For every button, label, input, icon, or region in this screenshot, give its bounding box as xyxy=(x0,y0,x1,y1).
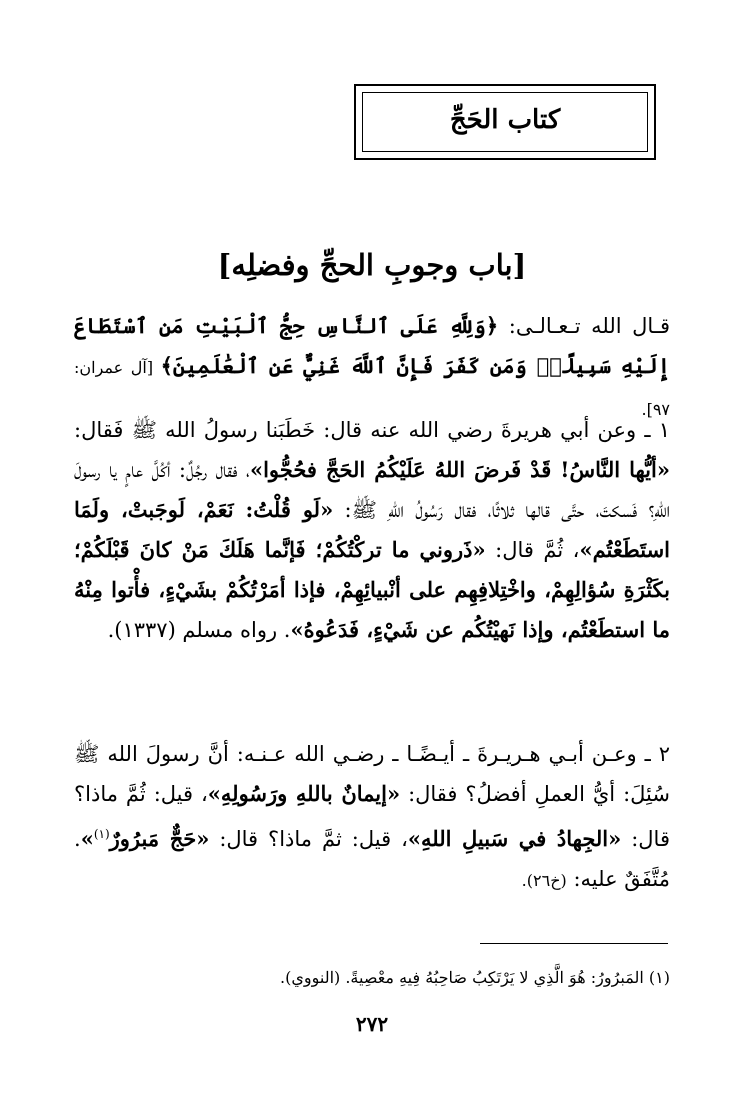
footnote-marker: (١) xyxy=(93,827,110,841)
hadith-1-mid: ، فقال رجُلٌ: أكُلَّ عامٍ يا رسولَ اللهِ؟ فَسكتَ، حتَّى قالها ثلاثًا، فقال رَسُولُ اللهِ ﷺ: xyxy=(74,458,670,522)
hadith-2-quote-1: «إيمانٌ باللهِ ورَسُولِهِ» xyxy=(207,781,401,806)
hadith-2-quote-2: «الجِهادُ في سَبيلِ اللهِ» xyxy=(407,826,622,851)
hadith-2 xyxy=(74,734,670,901)
hadith-2-mid-2: ، قيل: ثمَّ ماذا؟ قال: xyxy=(209,827,408,851)
footnote-divider xyxy=(480,943,668,944)
hadith-1 xyxy=(74,410,670,650)
hadith-2-ending: . مُتَّفَقٌ عليه: xyxy=(74,827,670,891)
hadith-2-intro: ٢ ـ وعـن أبـي هـريـرةَ ـ أيـضًـا ـ رضـي الله عـنـه: أنَّ رسولَ الله ﷺ سُئِلَ: أيُّ العملِ أفضلُ؟ فقال: xyxy=(74,742,670,806)
hadith-1-intro: ١ ـ وعن أبي هريرةَ رضي الله عنه قال: خَطَبَنا رسولُ الله ﷺ فَقال: xyxy=(74,418,670,442)
book-title-box xyxy=(354,84,656,160)
hadith-2-quote-3-end: » xyxy=(80,826,94,851)
verse-reference: [آل عمران: ٩٧]. xyxy=(74,358,670,419)
hadith-2-quote-3: «حَجٌّ مَبرُورٌ xyxy=(109,826,210,851)
page-number: ٢٧٢ xyxy=(355,1012,389,1036)
hadith-1-quote-1: «أيُّها النَّاسُ! قَدْ فَرضَ اللهُ عَلَيْكُمُ الحَجَّ فحُجُّوا» xyxy=(249,457,670,482)
hadith-2-reference: (خ٢٦). xyxy=(521,871,567,890)
book-title-box-inner xyxy=(362,92,648,152)
hadith-2-mid-1: ، قيل: ثُمَّ ماذا؟ قال: xyxy=(74,782,670,851)
quran-verse: ﴿وَلِلَّهِ عَلَى ٱلنَّاسِ حِجُّ ٱلْبَيْتِ مَنِ ٱسْتَطَاعَ إِلَيْهِ سَبِيلًاۚ وَمَن كَفَرَ فَإِنَّ ٱللَّهَ غَنِيٌّ عَنِ ٱلْعَٰلَمِينَ﴾ xyxy=(74,313,670,378)
footnote: (١) المَبرُورُ: هُوَ الَّذِي لا يَرْتَكِبُ صَاحِبُهُ فِيهِ معْصِيةً. (النووي). xyxy=(280,968,670,987)
intro-lead: قـال الله تـعـالـى: xyxy=(498,314,671,338)
hadith-1-ending: . رواه مسلم (١٣٣٧). xyxy=(107,618,291,642)
hadith-1-quote-2: «لَو قُلْتُ: نَعَمْ، لَوجَبتْ، ولَمَا استَطَعْتُم» xyxy=(74,497,670,562)
book-title: كتاب الحَجِّ xyxy=(449,105,561,135)
hadith-1-quote-3: «ذَروني ما تركْتُكُمْ؛ فَإنَّما هَلَكَ مَنْ كانَ قَبْلَكُمْ؛ بكَثْرَةِ سُؤالِهِمْ، واخْتِلافِهِم على أنْبيائِهِمْ، فإذا أمَرْتُكُمْ بشَيْءٍ، فأْتوا مِنْهُ ما استطَعْتُم، وإذا نَهيْتُكُم عن شَيْءٍ، فَدَعُوهُ» xyxy=(74,537,670,642)
section-heading: [باب وجوبِ الحجِّ وفضلِه] xyxy=(217,248,527,282)
hadith-1-mid-2: ، ثُمَّ قال: xyxy=(485,538,580,562)
